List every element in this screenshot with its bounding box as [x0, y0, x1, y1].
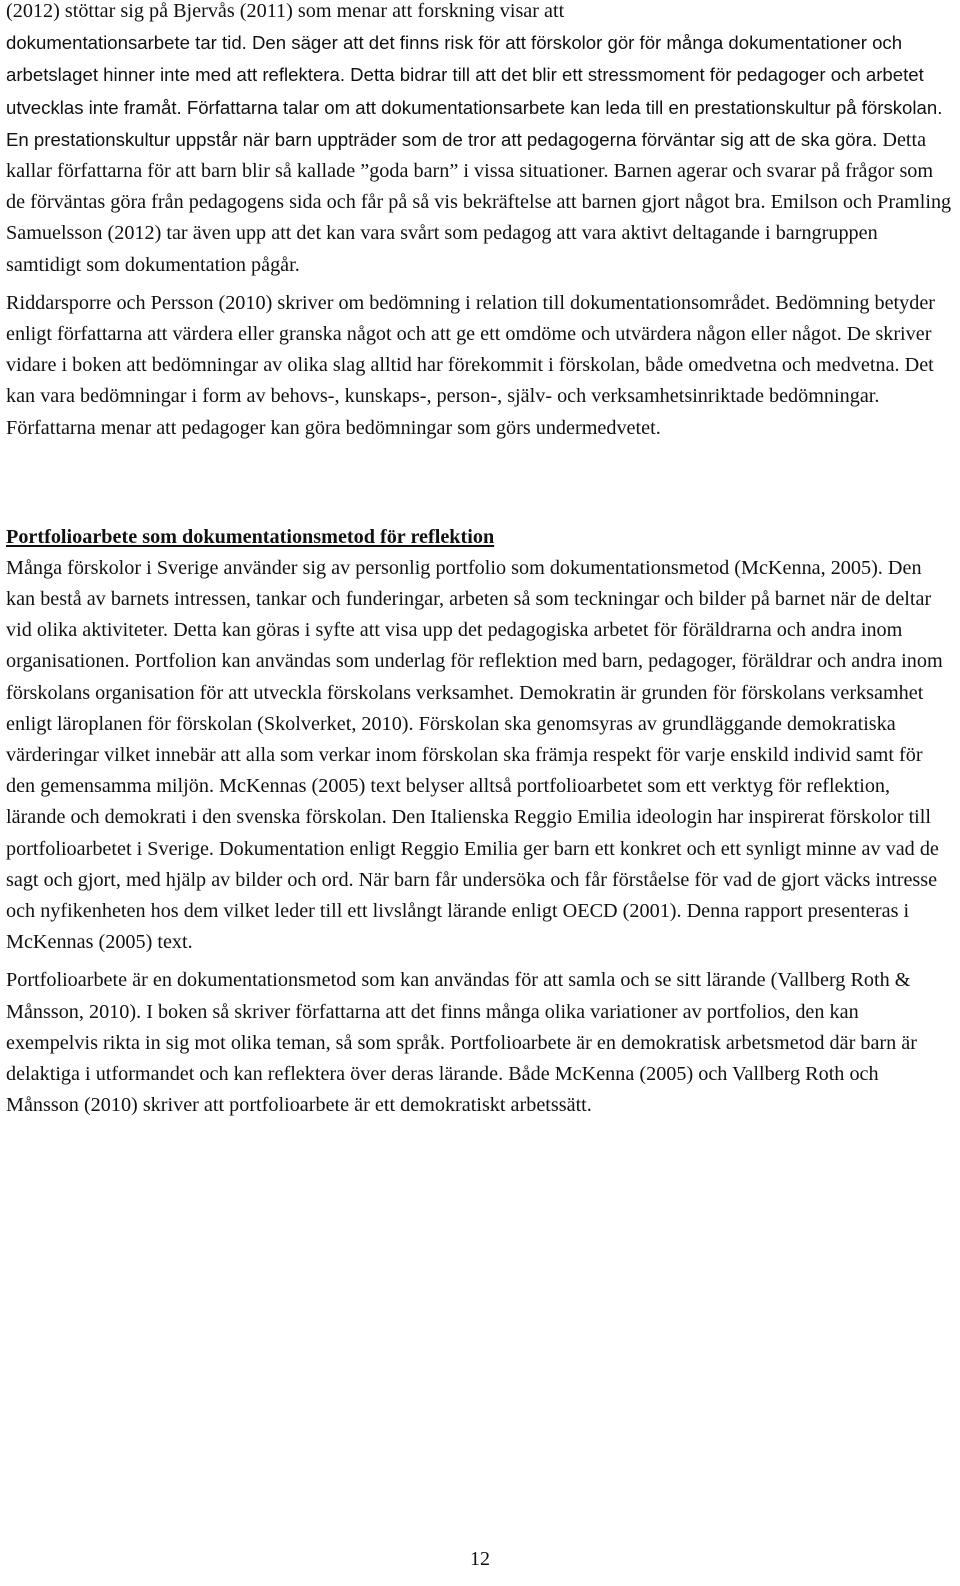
- paragraph-portfolio-method: Portfolioarbete är en dokumentationsmetod som kan användas för att samla och se sitt lärande (Vallberg Roth & Månsson, 2010). I boken så skriver författarna att det finns många olika variationer av portfolios, den kan exempelvis rikta in sig mot olika teman, så som språk. Portfolioarbete är en demokratisk arbetsmetod där barn är delaktiga i utformandet och kan reflektera över deras lärande. Både McKenna (2005) och Vallberg Roth och Månsson (2010) skriver att portfolioarbete är ett demokratiskt arbetssätt.: [6, 969, 917, 1117]
- section-heading: Portfolioarbete som dokumentationsmetod för reflektion: [6, 525, 495, 548]
- paragraph-continued-first-line: (2012) stöttar sig på Bjervås (2011) som menar att forskning visar att: [6, 0, 565, 22]
- paragraph-portfolio: Många förskolor i Sverige använder sig av personlig portfolio som dokumentationsmetod (McKenna, 2005). Den kan bestå av barnets intressen, tankar och funderingar, arbeten så som teckningar och bilder på barnet när de deltar vid olika aktiviteter. Detta kan göras i syfte att visa upp det pedagogiska arbetet för föräldrarna och andra inom organisationen. Portfolion kan användas som underlag för reflektion med barn, pedagoger, föräldrar och andra inom förskolans organisation för att utveckla förskolans verksamhet. Demokratin är grunden för förskolans verksamhet enligt läroplanen för förskolan (Skolverket, 2010). Förskolan ska genomsyras av grundläggande demokratiska värderingar vilket innebär att alla som verkar inom förskolan ska främja respekt för varje enskild individ samt för den gemensamma miljön. McKennas (2005) text belyser alltså portfolioarbetet som ett verktyg för reflektion, lärande och demokrati i den svenska förskolan. Den Italienska Reggio Emilia ideologin har inspirerat förskolor till portfolioarbetet i Sverige. Dokumentation enligt Reggio Emilia ger barn ett konkret och ett synligt minne av vad de sagt och gjort, med hjälp av bilder och ord. När barn får undersöka och får förståelse för vad de gjort väcks intresse och nyfikenheten hos dem vilket leder till ett livslångt lärande enligt OECD (2001). Denna rapport presenteras i McKennas (2005) text.: [6, 556, 943, 954]
- paragraph-continued: [6, 0, 954, 281]
- paragraph-assessment: Riddarsporre och Persson (2010) skriver om bedömning i relation till dokumentationsområdet. Bedömning betyder enligt författarna att värdera eller granska något och att ge ett omdöme och utvärdera någon eller något. De skriver vidare i boken att bedömningar av olika slag alltid har förekommit i förskolan, både omedvetna och medvetna. Det kan vara bedömningar i form av behovs-, kunskaps-, person-, själv- och verksamhetsinriktade bedömningar. Författarna menar att pedagoger kan göra bedömningar som görs undermedvetet.: [6, 291, 936, 439]
- paragraph-continued-sans-text: dokumentationsarbete tar tid. Den säger att det finns risk för att förskolor gör för många dokumentationer och arbetslaget hinner inte med att reflektera. Detta bidrar till att det blir ett stressmoment för pedagoger och arbetet utvecklas inte framåt. Författarna talar om att dokumentationsarbete kan leda till en prestationskultur på förskolan. En prestationskultur uppstår när barn uppträder som de tror att pedagogerna förväntar sig att de ska göra.: [6, 32, 943, 150]
- page-number: 12: [470, 1548, 490, 1570]
- paragraph-continued-serif-text: Detta kallar författarna för att barn blir så kallade ”goda barn” i vissa situationer. Barnen agerar och svarar på frågor som de förväntas göra från pedagogens sida och får på så vis bekräftelse att barnen gjort något bra. Emilson och Pramling Samuelsson (2012) tar även upp att det kan vara svårt som pedagog att vara aktivt deltagande i barngruppen samtidigt som dokumentation pågår.: [6, 128, 952, 276]
- page-content: [6, 0, 954, 1122]
